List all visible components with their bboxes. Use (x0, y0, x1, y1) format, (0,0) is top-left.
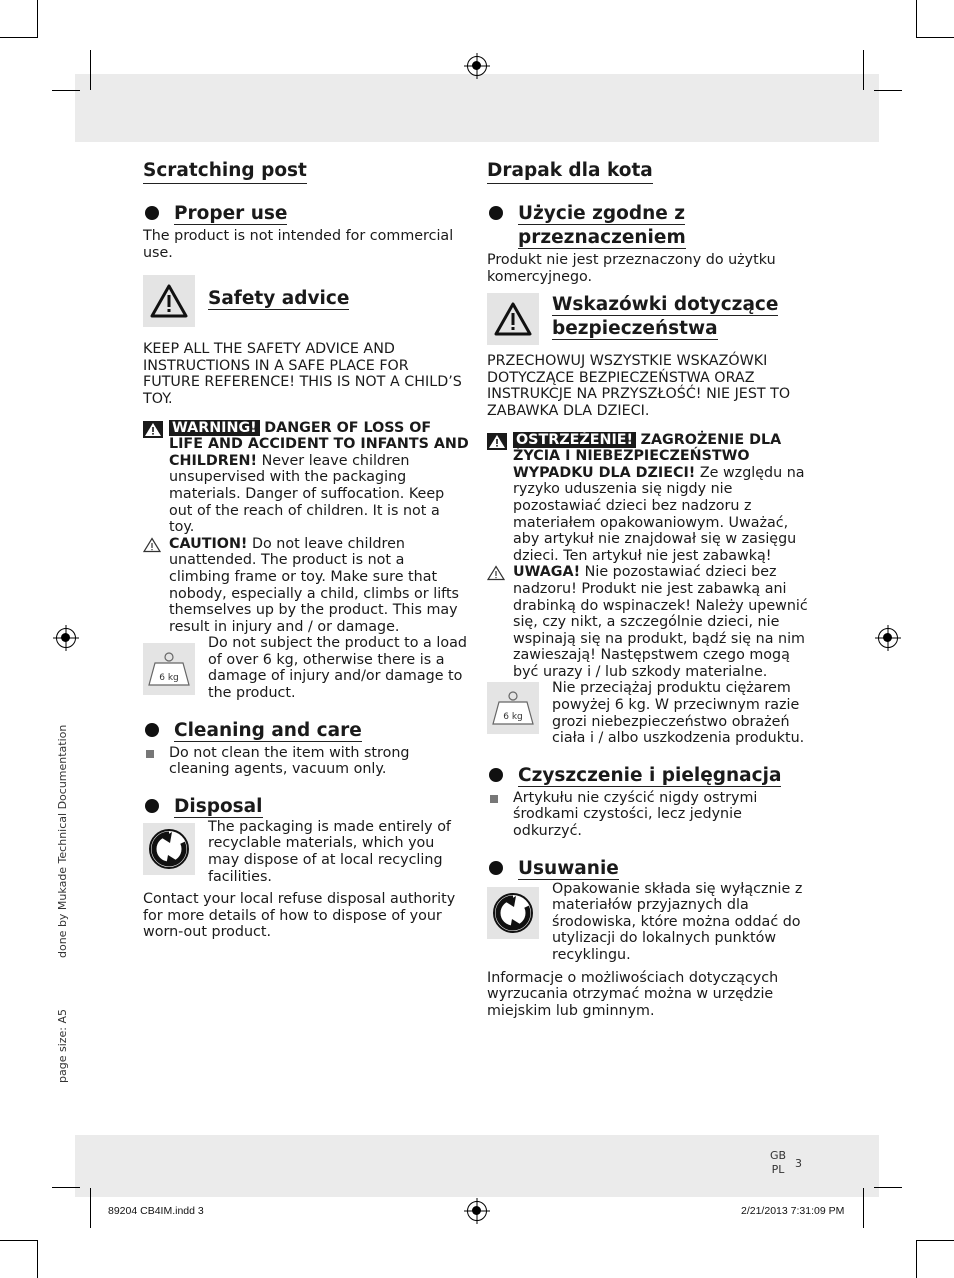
warning-triangle-icon (487, 293, 539, 345)
warning-triangle-icon (143, 275, 195, 327)
safety-header (143, 275, 469, 327)
section-title: Cleaning and care (174, 719, 362, 741)
section-header-proper-use (487, 202, 813, 250)
proper-use-text: Produkt nie jest przeznaczony do użytku komercyjnego. (487, 252, 776, 285)
bullet-icon (489, 768, 503, 782)
warning-block (143, 420, 469, 536)
load-text: Nie przeciążaj produktu ciężarem powyżej 6 kg. W przeciwnym razie grozi niebezpieczeństwo obrażeń ciała i / albo uszkodzenia produktu. (552, 680, 805, 747)
main-title: Drapak dla kota (487, 160, 653, 184)
caution-triangle-icon (487, 565, 507, 586)
footer-band (75, 1135, 879, 1197)
main-title: Scratching post (143, 160, 307, 184)
section-title-line1: Wskazówki dotyczące (552, 294, 779, 316)
bullet-icon (489, 861, 503, 875)
lang-code-gb: GB (770, 1149, 787, 1162)
disposal-text: The packaging is made entirely of recyclable materials, which you may dispose of at local recycling facilities. (208, 818, 451, 885)
left-column (143, 160, 469, 941)
safety-text: KEEP ALL THE SAFETY ADVICE AND INSTRUCTIONS IN A SAFE PLACE FOR FUTURE REFERENCE! THIS IS NOT A CHILD’S TOY. (143, 341, 462, 407)
side-credit: done by Mukade Technical Documentation (56, 724, 69, 958)
lang-code-pl: PL (771, 1163, 785, 1176)
warning-filled-icon (143, 421, 163, 443)
bullet-icon (145, 799, 159, 813)
section-title-line1: Użycie zgodne z (518, 203, 686, 224)
weight-6kg-icon (487, 682, 539, 734)
section-header-cleaning (143, 719, 469, 743)
caution-label: CAUTION! (169, 535, 248, 552)
caution-text: Do not leave children unattended. The product is not a climbing frame or toy. Make sure that nobody, especially a child, climbs or lifts themselves up by the product. This may result in injury and / or damage. (169, 535, 460, 635)
weight-label: 6 kg (159, 673, 179, 684)
section-title: Proper use (174, 203, 288, 224)
warning-label: OSTRZEŻENIE! (513, 432, 636, 448)
section-header-proper-use (143, 202, 469, 226)
bullet-icon (489, 206, 503, 220)
side-page-size: page size: A5 (56, 1008, 69, 1083)
disposal-block (143, 819, 469, 885)
caution-block (487, 564, 813, 680)
header-band (75, 74, 879, 142)
disposal-text-2: Informacje o możliwościach dotyczących wyrzucania otrzymać można w urzędzie miejskim lub gminnym. (487, 969, 779, 1019)
weight-6kg-icon (143, 643, 195, 695)
warning-text: Ze względu na ryzyko uduszenia się nigdy nie pozostawiać dzieci bez nadzoru z materiałem opakowaniowym. Uważać, aby artykuł nie znajdował się w zasięgu dzieci. Ten artykuł nie jest zabawką! (513, 464, 805, 564)
registration-mark-icon (467, 1201, 487, 1221)
weight-label: 6 kg (503, 712, 523, 723)
footer-filename: 89204 CB4IM.indd 3 (108, 1205, 204, 1217)
disposal-text-2: Contact your local refuse disposal authority for more details of how to dispose of your worn-out product. (143, 891, 456, 941)
caution-text: Nie pozostawiać dzieci bez nadzoru! Produkt nie jest zabawką ani drabinką do wspinaczek! Należy upewnić się, czy nikt, a szczególnie dzieci, nie wspinają się na produkt, bądź się na nim zawieszają! Następstwem czego mogą być urazy i / lub szkody materialne. (513, 564, 808, 680)
registration-mark-icon (467, 56, 487, 76)
warning-filled-icon (487, 433, 507, 455)
section-header-disposal (143, 795, 469, 819)
caution-triangle-icon (143, 537, 163, 558)
proper-use-text: The product is not intended for commercial use. (143, 228, 454, 261)
footer-date: 2/21/2013 7:31:09 PM (741, 1205, 845, 1217)
square-bullet-icon (146, 750, 154, 758)
square-bullet-icon (490, 795, 498, 803)
bullet-icon (145, 723, 159, 737)
page-number: 3 (795, 1157, 802, 1170)
warning-bold: DANGER OF LOSS OF LIFE AND ACCIDENT TO INFANTS AND CHILDREN! (169, 419, 469, 469)
bullet-icon (145, 206, 159, 220)
section-title-line2: bezpieczeństwa (552, 318, 718, 340)
section-header-disposal (487, 857, 813, 881)
section-title: Disposal (174, 795, 263, 817)
safety-header (487, 293, 813, 345)
cleaning-text: Do not clean the item with strong cleaning agents, vacuum only. (169, 744, 410, 778)
language-codes (770, 1149, 786, 1177)
load-block (487, 680, 813, 746)
warning-text: Never leave children unsupervised with the packaging materials. Danger of suffocation. Keep out of the reach of children. It is not a toy. (169, 452, 445, 536)
registration-mark-icon (56, 628, 76, 648)
registration-mark-icon (878, 628, 898, 648)
warning-label: WARNING! (169, 420, 260, 436)
safety-text: PRZECHOWUJ WSZYSTKIE WSKAZÓWKI DOTYCZĄCE BEZPIECZEŃSTWA ORAZ INSTRUKCJE NA PRZYSZŁOŚĆ! NIE JEST TO ZABAWKA DLA DZIECI. (487, 353, 791, 419)
caution-label: UWAGA! (513, 564, 581, 581)
cleaning-text: Artykułu nie czyścić nigdy ostrymi środkami czystości, lecz jedynie odkurzyć. (513, 789, 758, 840)
list-item (143, 745, 469, 778)
warning-block (487, 432, 813, 565)
load-block (143, 635, 469, 701)
recycling-green-dot-icon (487, 887, 539, 939)
section-title: Czyszczenie i pielęgnacja (518, 764, 782, 786)
right-column (487, 160, 813, 1019)
section-title: Safety advice (208, 288, 350, 310)
warning-bold: ZAGROŻENIE DLA ŻYCIA I NIEBEZPIECZEŃSTWO WYPADKU DLA DZIECI! (513, 431, 782, 481)
load-text: Do not subject the product to a load of over 6 kg, otherwise there is a damage of injury and/or damage to the product. (208, 635, 467, 702)
caution-block (143, 536, 469, 636)
disposal-text: Opakowanie składa się wyłącznie z materiałów przyjaznych dla środowiska, które można oddać do utylizacji do lokalnych punktów recyklingu. (552, 880, 803, 963)
disposal-block (487, 881, 813, 964)
section-header-cleaning (487, 764, 813, 788)
list-item (487, 790, 813, 840)
section-title: Usuwanie (518, 857, 619, 879)
section-title-line2: przeznaczeniem (518, 227, 686, 248)
recycling-green-dot-icon (143, 823, 195, 875)
